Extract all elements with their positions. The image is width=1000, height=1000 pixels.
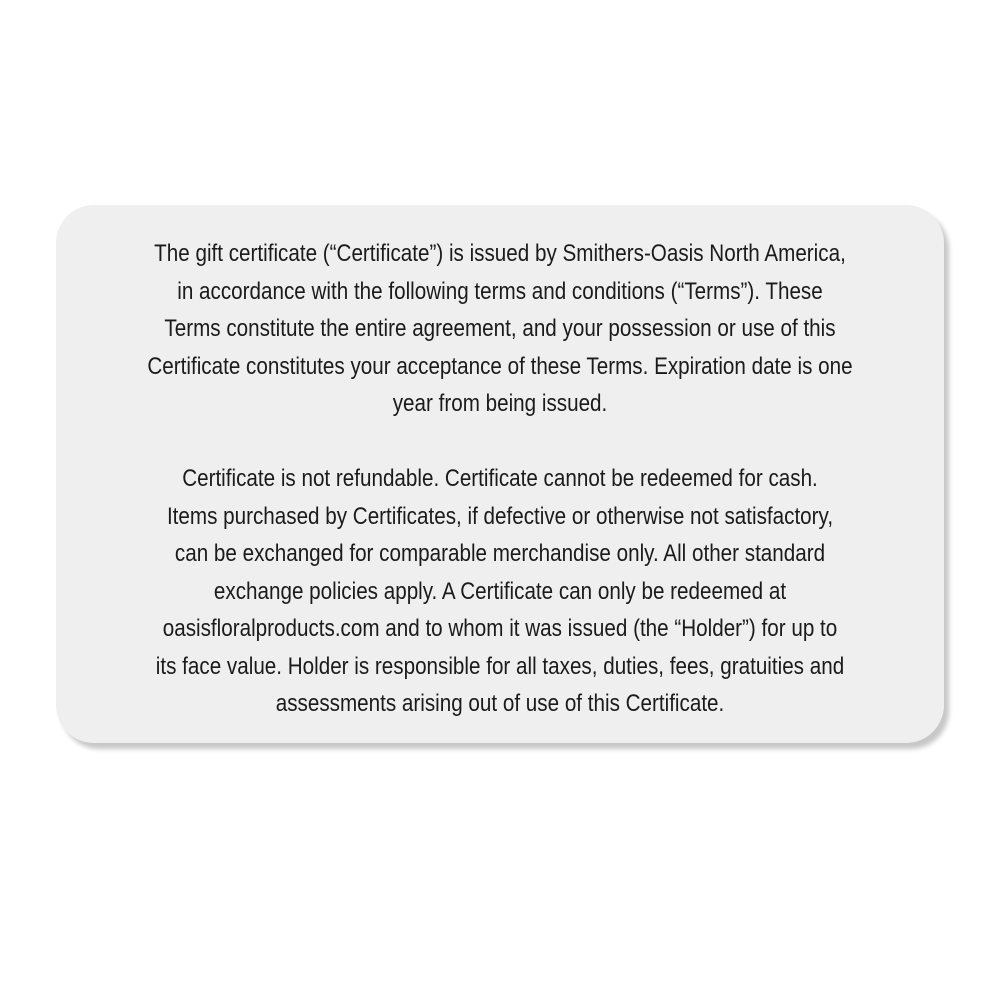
terms-line: Certificate is not refundable. Certificate cannot be redeemed for cash. (182, 465, 818, 492)
terms-line: exchange policies apply. A Certificate can only be redeemed at (213, 577, 787, 605)
terms-line: The gift certificate (“Certificate”) is issued by Smithers-Oasis North America, (154, 240, 846, 267)
terms-line: can be exchanged for comparable merchandise only. All other standard (174, 540, 826, 567)
terms-line: assessments arising out of use of this Certificate. (275, 690, 725, 717)
terms-line: Items purchased by Certificates, if defective or otherwise not satisfactory, (166, 502, 834, 530)
terms-line: in accordance with the following terms and conditions (“Terms”). These (177, 277, 823, 305)
terms-line: oasisfloralproducts.com and to whom it was issued (the “Holder”) for up to (162, 615, 838, 642)
terms-line: its face value. Holder is responsible for all taxes, duties, fees, gratuities and (155, 652, 845, 680)
terms-line: Terms constitute the entire agreement, and your possession or use of this (164, 315, 836, 342)
terms-paragraph-redemption (118, 460, 882, 723)
terms-line: year from being issued. (392, 390, 608, 417)
terms-paragraph-issuance (118, 235, 882, 423)
terms-line: Certificate constitutes your acceptance of these Terms. Expiration date is one (147, 352, 853, 380)
gift-certificate-terms-card (56, 205, 944, 743)
